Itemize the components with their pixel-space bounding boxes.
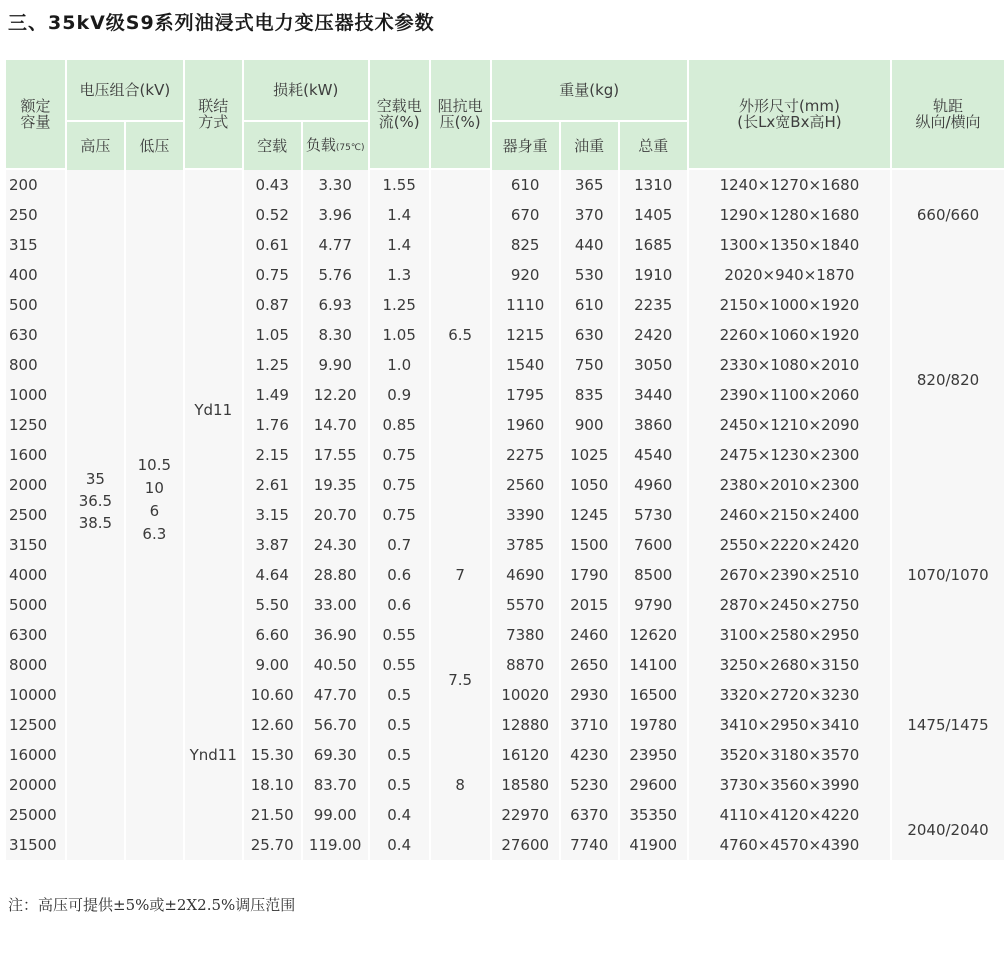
footnote: 注：高压可提供±5%或±2X2.5%调压范围 bbox=[8, 896, 296, 914]
table-row bbox=[6, 170, 1004, 200]
total-weight-cell: 5730 bbox=[620, 500, 687, 530]
oil-weight-cell: 440 bbox=[561, 230, 618, 260]
capacity-cell: 630 bbox=[6, 320, 65, 350]
header-voltage-combo: 电压组合(kV) bbox=[67, 60, 183, 122]
load-loss-cell: 83.70 bbox=[303, 770, 368, 800]
oil-weight-cell: 1025 bbox=[561, 440, 618, 470]
no-load-current-cell: 0.5 bbox=[370, 740, 429, 770]
load-loss-cell: 24.30 bbox=[303, 530, 368, 560]
no-load-current-cell: 0.5 bbox=[370, 770, 429, 800]
capacity-cell: 1250 bbox=[6, 410, 65, 440]
no-load-current-cell: 0.5 bbox=[370, 680, 429, 710]
no-load-loss-cell: 15.30 bbox=[244, 740, 301, 770]
no-load-loss-cell: 1.05 bbox=[244, 320, 301, 350]
dimensions-cell: 1240×1270×1680 bbox=[689, 170, 890, 200]
header-no-load: 空载 bbox=[244, 122, 301, 170]
total-weight-cell: 29600 bbox=[620, 770, 687, 800]
body-weight-cell: 10020 bbox=[492, 680, 559, 710]
oil-weight-cell: 4230 bbox=[561, 740, 618, 770]
no-load-current-cell: 0.75 bbox=[370, 500, 429, 530]
gauge-2040-cell: 2040/2040 bbox=[892, 800, 1004, 860]
load-loss-cell: 99.00 bbox=[303, 800, 368, 830]
no-load-current-cell: 0.4 bbox=[370, 800, 429, 830]
no-load-current-cell: 1.4 bbox=[370, 230, 429, 260]
body-weight-cell: 825 bbox=[492, 230, 559, 260]
gauge-1070-cell: 1070/1070 bbox=[892, 500, 1004, 650]
no-load-current-cell: 1.4 bbox=[370, 200, 429, 230]
no-load-current-cell: 1.0 bbox=[370, 350, 429, 380]
body-weight-cell: 12880 bbox=[492, 710, 559, 740]
body-weight-cell: 920 bbox=[492, 260, 559, 290]
no-load-current-cell: 0.75 bbox=[370, 470, 429, 500]
body-weight-cell: 8870 bbox=[492, 650, 559, 680]
total-weight-cell: 1910 bbox=[620, 260, 687, 290]
body-weight-cell: 670 bbox=[492, 200, 559, 230]
spec-table bbox=[4, 60, 1006, 860]
header-load: 负载(75℃) bbox=[303, 122, 368, 170]
impedance-7-cell: 7 bbox=[431, 500, 490, 650]
total-weight-cell: 2420 bbox=[620, 320, 687, 350]
dimensions-cell: 2460×2150×2400 bbox=[689, 500, 890, 530]
oil-weight-cell: 2015 bbox=[561, 590, 618, 620]
capacity-cell: 8000 bbox=[6, 650, 65, 680]
oil-weight-cell: 900 bbox=[561, 410, 618, 440]
dimensions-cell: 2390×1100×2060 bbox=[689, 380, 890, 410]
no-load-loss-cell: 0.75 bbox=[244, 260, 301, 290]
oil-weight-cell: 1500 bbox=[561, 530, 618, 560]
no-load-current-cell: 0.7 bbox=[370, 530, 429, 560]
total-weight-cell: 4540 bbox=[620, 440, 687, 470]
oil-weight-cell: 2460 bbox=[561, 620, 618, 650]
dimensions-cell: 2380×2010×2300 bbox=[689, 470, 890, 500]
body-weight-cell: 3390 bbox=[492, 500, 559, 530]
capacity-cell: 5000 bbox=[6, 590, 65, 620]
header-total-weight: 总重 bbox=[620, 122, 687, 170]
total-weight-cell: 7600 bbox=[620, 530, 687, 560]
header-rated-capacity: 额定 容量 bbox=[6, 60, 65, 170]
load-loss-cell: 40.50 bbox=[303, 650, 368, 680]
connection-ynd11-cell: Ynd11 bbox=[185, 650, 242, 860]
no-load-current-cell: 0.55 bbox=[370, 620, 429, 650]
body-weight-cell: 1215 bbox=[492, 320, 559, 350]
no-load-loss-cell: 1.49 bbox=[244, 380, 301, 410]
no-load-loss-cell: 0.43 bbox=[244, 170, 301, 200]
no-load-loss-cell: 12.60 bbox=[244, 710, 301, 740]
load-loss-cell: 47.70 bbox=[303, 680, 368, 710]
no-load-loss-cell: 1.76 bbox=[244, 410, 301, 440]
body-weight-cell: 1795 bbox=[492, 380, 559, 410]
oil-weight-cell: 750 bbox=[561, 350, 618, 380]
load-loss-cell: 6.93 bbox=[303, 290, 368, 320]
load-loss-cell: 14.70 bbox=[303, 410, 368, 440]
no-load-current-cell: 1.3 bbox=[370, 260, 429, 290]
capacity-cell: 500 bbox=[6, 290, 65, 320]
no-load-loss-cell: 5.50 bbox=[244, 590, 301, 620]
no-load-loss-cell: 25.70 bbox=[244, 830, 301, 860]
capacity-cell: 10000 bbox=[6, 680, 65, 710]
body-weight-cell: 7380 bbox=[492, 620, 559, 650]
oil-weight-cell: 630 bbox=[561, 320, 618, 350]
oil-weight-cell: 1790 bbox=[561, 560, 618, 590]
body-weight-cell: 27600 bbox=[492, 830, 559, 860]
total-weight-cell: 4960 bbox=[620, 470, 687, 500]
page-title: 三、35kV级S9系列油浸式电力变压器技术参数 bbox=[8, 12, 435, 34]
no-load-current-cell: 0.85 bbox=[370, 410, 429, 440]
body-weight-cell: 1540 bbox=[492, 350, 559, 380]
no-load-loss-cell: 0.61 bbox=[244, 230, 301, 260]
load-loss-cell: 28.80 bbox=[303, 560, 368, 590]
dimensions-cell: 2020×940×1870 bbox=[689, 260, 890, 290]
dimensions-cell: 3410×2950×3410 bbox=[689, 710, 890, 740]
body-weight-cell: 2275 bbox=[492, 440, 559, 470]
no-load-current-cell: 0.5 bbox=[370, 710, 429, 740]
table-body bbox=[6, 170, 1004, 860]
dimensions-cell: 3520×3180×3570 bbox=[689, 740, 890, 770]
capacity-cell: 31500 bbox=[6, 830, 65, 860]
no-load-current-cell: 1.55 bbox=[370, 170, 429, 200]
total-weight-cell: 1685 bbox=[620, 230, 687, 260]
oil-weight-cell: 835 bbox=[561, 380, 618, 410]
load-loss-cell: 56.70 bbox=[303, 710, 368, 740]
oil-weight-cell: 5230 bbox=[561, 770, 618, 800]
no-load-loss-cell: 2.61 bbox=[244, 470, 301, 500]
oil-weight-cell: 610 bbox=[561, 290, 618, 320]
gauge-1475-cell: 1475/1475 bbox=[892, 650, 1004, 800]
lv-merged-cell: 10.5 10 6 6.3 bbox=[126, 170, 183, 860]
body-weight-cell: 1960 bbox=[492, 410, 559, 440]
capacity-cell: 315 bbox=[6, 230, 65, 260]
dimensions-cell: 1300×1350×1840 bbox=[689, 230, 890, 260]
capacity-cell: 400 bbox=[6, 260, 65, 290]
header-gauge: 轨距 纵向/横向 bbox=[892, 60, 1004, 170]
oil-weight-cell: 370 bbox=[561, 200, 618, 230]
oil-weight-cell: 530 bbox=[561, 260, 618, 290]
oil-weight-cell: 2930 bbox=[561, 680, 618, 710]
no-load-current-cell: 0.6 bbox=[370, 560, 429, 590]
no-load-loss-cell: 2.15 bbox=[244, 440, 301, 470]
load-loss-cell: 4.77 bbox=[303, 230, 368, 260]
capacity-cell: 6300 bbox=[6, 620, 65, 650]
header-dimensions: 外形尺寸(mm) (长Lx宽Bx高H) bbox=[689, 60, 890, 170]
load-loss-cell: 9.90 bbox=[303, 350, 368, 380]
no-load-loss-cell: 6.60 bbox=[244, 620, 301, 650]
body-weight-cell: 4690 bbox=[492, 560, 559, 590]
no-load-current-cell: 1.05 bbox=[370, 320, 429, 350]
dimensions-cell: 1290×1280×1680 bbox=[689, 200, 890, 230]
dimensions-cell: 4110×4120×4220 bbox=[689, 800, 890, 830]
capacity-cell: 4000 bbox=[6, 560, 65, 590]
connection-yd11-cell: Yd11 bbox=[185, 170, 242, 650]
no-load-loss-cell: 1.25 bbox=[244, 350, 301, 380]
total-weight-cell: 9790 bbox=[620, 590, 687, 620]
oil-weight-cell: 7740 bbox=[561, 830, 618, 860]
body-weight-cell: 18580 bbox=[492, 770, 559, 800]
load-loss-cell: 20.70 bbox=[303, 500, 368, 530]
body-weight-cell: 610 bbox=[492, 170, 559, 200]
header-impedance-voltage: 阻抗电 压(%) bbox=[431, 60, 490, 170]
dimensions-cell: 2330×1080×2010 bbox=[689, 350, 890, 380]
dimensions-cell: 4760×4570×4390 bbox=[689, 830, 890, 860]
dimensions-cell: 3320×2720×3230 bbox=[689, 680, 890, 710]
capacity-cell: 1000 bbox=[6, 380, 65, 410]
dimensions-cell: 2670×2390×2510 bbox=[689, 560, 890, 590]
no-load-loss-cell: 10.60 bbox=[244, 680, 301, 710]
header-weight: 重量(kg) bbox=[492, 60, 687, 122]
no-load-current-cell: 0.75 bbox=[370, 440, 429, 470]
total-weight-cell: 19780 bbox=[620, 710, 687, 740]
impedance-6-5-cell: 6.5 bbox=[431, 170, 490, 500]
load-loss-cell: 12.20 bbox=[303, 380, 368, 410]
total-weight-cell: 3860 bbox=[620, 410, 687, 440]
total-weight-cell: 14100 bbox=[620, 650, 687, 680]
no-load-loss-cell: 0.52 bbox=[244, 200, 301, 230]
no-load-current-cell: 0.6 bbox=[370, 590, 429, 620]
total-weight-cell: 2235 bbox=[620, 290, 687, 320]
total-weight-cell: 1310 bbox=[620, 170, 687, 200]
header-body-weight: 器身重 bbox=[492, 122, 559, 170]
gauge-660-cell: 660/660 bbox=[892, 170, 1004, 260]
capacity-cell: 2500 bbox=[6, 500, 65, 530]
dimensions-cell: 2260×1060×1920 bbox=[689, 320, 890, 350]
load-loss-cell: 3.30 bbox=[303, 170, 368, 200]
dimensions-cell: 3100×2580×2950 bbox=[689, 620, 890, 650]
capacity-cell: 2000 bbox=[6, 470, 65, 500]
load-loss-cell: 5.76 bbox=[303, 260, 368, 290]
no-load-loss-cell: 3.15 bbox=[244, 500, 301, 530]
total-weight-cell: 16500 bbox=[620, 680, 687, 710]
dimensions-cell: 2870×2450×2750 bbox=[689, 590, 890, 620]
capacity-cell: 250 bbox=[6, 200, 65, 230]
capacity-cell: 20000 bbox=[6, 770, 65, 800]
dimensions-cell: 2150×1000×1920 bbox=[689, 290, 890, 320]
total-weight-cell: 3440 bbox=[620, 380, 687, 410]
total-weight-cell: 23950 bbox=[620, 740, 687, 770]
no-load-loss-cell: 0.87 bbox=[244, 290, 301, 320]
dimensions-cell: 2450×1210×2090 bbox=[689, 410, 890, 440]
header-no-load-current: 空载电 流(%) bbox=[370, 60, 429, 170]
load-loss-cell: 8.30 bbox=[303, 320, 368, 350]
oil-weight-cell: 2650 bbox=[561, 650, 618, 680]
oil-weight-cell: 1050 bbox=[561, 470, 618, 500]
body-weight-cell: 2560 bbox=[492, 470, 559, 500]
no-load-loss-cell: 9.00 bbox=[244, 650, 301, 680]
no-load-loss-cell: 18.10 bbox=[244, 770, 301, 800]
body-weight-cell: 16120 bbox=[492, 740, 559, 770]
capacity-cell: 800 bbox=[6, 350, 65, 380]
total-weight-cell: 12620 bbox=[620, 620, 687, 650]
dimensions-cell: 2475×1230×2300 bbox=[689, 440, 890, 470]
total-weight-cell: 41900 bbox=[620, 830, 687, 860]
capacity-cell: 3150 bbox=[6, 530, 65, 560]
load-loss-cell: 119.00 bbox=[303, 830, 368, 860]
dimensions-cell: 2550×2220×2420 bbox=[689, 530, 890, 560]
dimensions-cell: 3250×2680×3150 bbox=[689, 650, 890, 680]
header-load-temp: (75℃) bbox=[335, 142, 365, 153]
body-weight-cell: 1110 bbox=[492, 290, 559, 320]
table-header bbox=[6, 60, 1004, 170]
header-connection: 联结 方式 bbox=[185, 60, 242, 170]
capacity-cell: 16000 bbox=[6, 740, 65, 770]
total-weight-cell: 1405 bbox=[620, 200, 687, 230]
load-loss-cell: 3.96 bbox=[303, 200, 368, 230]
load-loss-cell: 33.00 bbox=[303, 590, 368, 620]
no-load-current-cell: 1.25 bbox=[370, 290, 429, 320]
capacity-cell: 12500 bbox=[6, 710, 65, 740]
header-low-voltage: 低压 bbox=[126, 122, 183, 170]
oil-weight-cell: 1245 bbox=[561, 500, 618, 530]
load-loss-cell: 69.30 bbox=[303, 740, 368, 770]
impedance-8-cell: 8 bbox=[431, 710, 490, 860]
body-weight-cell: 5570 bbox=[492, 590, 559, 620]
body-weight-cell: 3785 bbox=[492, 530, 559, 560]
body-weight-cell: 22970 bbox=[492, 800, 559, 830]
no-load-loss-cell: 3.87 bbox=[244, 530, 301, 560]
oil-weight-cell: 6370 bbox=[561, 800, 618, 830]
header-oil-weight: 油重 bbox=[561, 122, 618, 170]
no-load-current-cell: 0.9 bbox=[370, 380, 429, 410]
total-weight-cell: 3050 bbox=[620, 350, 687, 380]
capacity-cell: 25000 bbox=[6, 800, 65, 830]
gauge-820-cell: 820/820 bbox=[892, 260, 1004, 500]
no-load-loss-cell: 4.64 bbox=[244, 560, 301, 590]
no-load-loss-cell: 21.50 bbox=[244, 800, 301, 830]
header-losses: 损耗(kW) bbox=[244, 60, 368, 122]
oil-weight-cell: 365 bbox=[561, 170, 618, 200]
oil-weight-cell: 3710 bbox=[561, 710, 618, 740]
load-loss-cell: 36.90 bbox=[303, 620, 368, 650]
no-load-current-cell: 0.55 bbox=[370, 650, 429, 680]
load-loss-cell: 17.55 bbox=[303, 440, 368, 470]
load-loss-cell: 19.35 bbox=[303, 470, 368, 500]
dimensions-cell: 3730×3560×3990 bbox=[689, 770, 890, 800]
capacity-cell: 1600 bbox=[6, 440, 65, 470]
header-high-voltage: 高压 bbox=[67, 122, 124, 170]
total-weight-cell: 8500 bbox=[620, 560, 687, 590]
impedance-7-5-cell: 7.5 bbox=[431, 650, 490, 710]
capacity-cell: 200 bbox=[6, 170, 65, 200]
hv-merged-cell: 35 36.5 38.5 bbox=[67, 170, 124, 860]
total-weight-cell: 35350 bbox=[620, 800, 687, 830]
no-load-current-cell: 0.4 bbox=[370, 830, 429, 860]
